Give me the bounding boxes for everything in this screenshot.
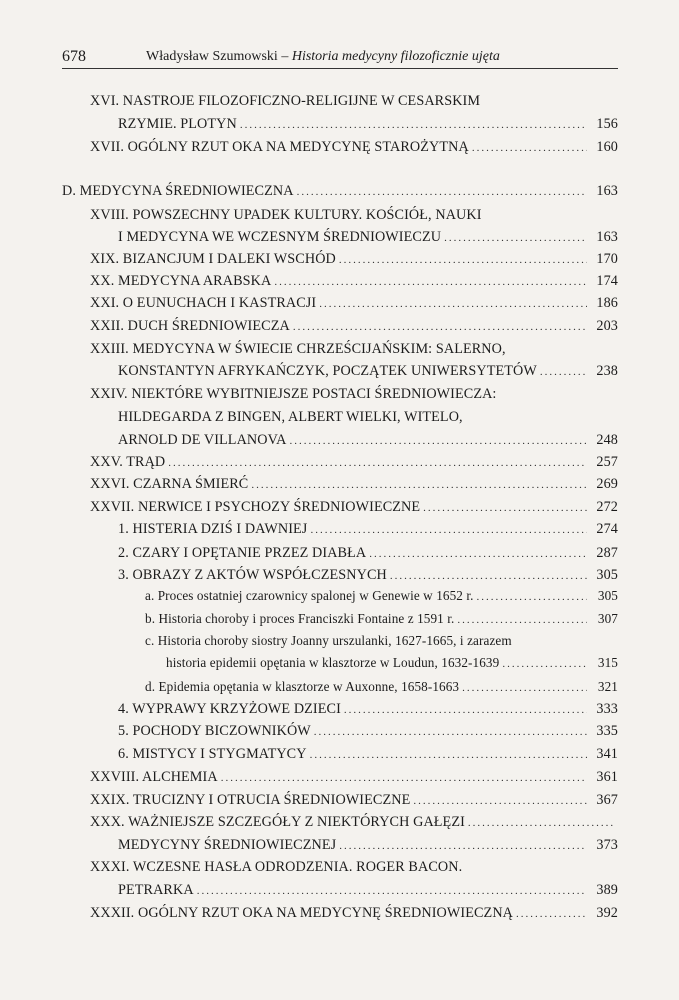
leader-dots xyxy=(502,654,587,674)
toc-entry xyxy=(90,293,618,313)
leader-dots xyxy=(444,228,587,248)
toc-entry-text: XVI. NASTROJE FILOZOFICZNO-RELIGIJNE W CESARSKIM xyxy=(90,93,481,109)
leader-dots xyxy=(168,453,587,473)
author-name: Władysław Szumowski – xyxy=(146,49,292,64)
toc-entry-text: RZYMIE. PLOTYN xyxy=(118,116,237,132)
toc-entry-text: XXV. TRĄD xyxy=(90,454,166,470)
leader-dots xyxy=(472,138,587,158)
leader-dots xyxy=(221,768,587,788)
toc-entry-text: HILDEGARDA Z BINGEN, ALBERT WIELKI, WITELO, xyxy=(118,409,463,425)
toc-entry xyxy=(90,903,618,923)
toc-entry xyxy=(145,609,618,629)
toc-page-number: 315 xyxy=(597,655,618,670)
leader-dots xyxy=(423,498,587,518)
toc-entry xyxy=(145,631,618,651)
leader-dots xyxy=(540,362,587,382)
toc-entry-text: XXXI. WCZESNE HASŁA ODRODZENIA. ROGER BACON. xyxy=(90,859,463,875)
toc-entry-text: XXVII. NERWICE I PSYCHOZY ŚREDNIOWIECZNE xyxy=(90,499,421,515)
leader-dots xyxy=(390,566,587,586)
toc-page-number: 248 xyxy=(596,432,618,448)
toc-entry-text: 4. WYPRAWY KRZYŻOWE DZIECI xyxy=(118,701,341,717)
leader-dots xyxy=(240,115,587,135)
toc-entry-text: PETRARKA xyxy=(118,882,194,898)
toc-page-number: 392 xyxy=(596,905,618,921)
leader-dots xyxy=(516,904,587,924)
toc-entry xyxy=(90,339,618,359)
leader-dots xyxy=(197,881,587,901)
leader-dots xyxy=(457,610,587,630)
leader-dots xyxy=(274,272,587,292)
toc-entry xyxy=(145,586,618,606)
toc-entry-text: XVII. OGÓLNY RZUT OKA NA MEDYCYNĘ STAROŻYTNĄ xyxy=(90,139,469,155)
leader-dots xyxy=(413,791,587,811)
toc-page-number: 305 xyxy=(596,567,618,583)
leader-dots xyxy=(310,520,587,540)
toc-page-number: 170 xyxy=(596,251,618,267)
toc-page-number: 203 xyxy=(596,318,618,334)
book-title: Historia medycyny filozoficznie ujęta xyxy=(291,49,500,64)
toc-entry-text: historia epidemii opętania w klasztorze w Loudun, 1632-1639 xyxy=(166,655,500,670)
toc-entry-text: c. Historia choroby siostry Joanny urszulanki, 1627-1665, i zarazem xyxy=(145,633,512,648)
toc-entry xyxy=(90,857,618,877)
toc-entry-text: XX. MEDYCYNA ARABSKA xyxy=(90,273,272,289)
toc-entry xyxy=(90,137,618,157)
leader-dots xyxy=(339,836,587,856)
leader-dots xyxy=(297,182,587,202)
toc-entry-text: XXIII. MEDYCYNA W ŚWIECIE CHRZEŚCIJAŃSKIM: SALERNO, xyxy=(90,341,506,357)
toc-entry-text: 5. POCHODY BICZOWNIKÓW xyxy=(118,723,311,739)
leader-dots xyxy=(462,678,587,698)
toc-page-number: 257 xyxy=(596,454,618,470)
toc-entry xyxy=(118,835,618,855)
toc-page-number: 333 xyxy=(596,701,618,717)
toc-entry xyxy=(90,767,618,787)
toc-entry-text: ARNOLD DE VILLANOVA xyxy=(118,432,287,448)
leader-dots xyxy=(339,250,587,270)
leader-dots xyxy=(369,544,587,564)
toc-entry-text: b. Historia choroby i proces Franciszki Fontaine z 1591 r. xyxy=(145,611,455,626)
toc-entry xyxy=(90,316,618,336)
toc-entry-text: KONSTANTYN AFRYKAŃCZYK, POCZĄTEK UNIWERSYTETÓW xyxy=(118,363,537,379)
toc-page-number: 307 xyxy=(597,611,618,626)
toc-page-number: 373 xyxy=(596,837,618,853)
toc-page-number: 163 xyxy=(596,183,618,199)
leader-dots xyxy=(289,431,587,451)
toc-entry-text: XXX. WAŻNIEJSZE SZCZEGÓŁY Z NIEKTÓRYCH GAŁĘZI xyxy=(90,814,465,830)
toc-page-number: 186 xyxy=(596,295,618,311)
toc-entry-text: XIX. BIZANCJUM I DALEKI WSCHÓD xyxy=(90,251,336,267)
toc-page-number: 321 xyxy=(597,679,618,694)
toc-entry xyxy=(90,474,618,494)
toc-entry xyxy=(118,361,618,381)
leader-dots xyxy=(319,294,587,314)
toc-page-number: 269 xyxy=(596,476,618,492)
toc-entry-text: 3. OBRAZY Z AKTÓW WSPÓŁCZESNYCH xyxy=(118,567,387,583)
toc-page-number: 341 xyxy=(596,746,618,762)
leader-dots xyxy=(468,813,615,833)
leader-dots xyxy=(314,722,587,742)
toc-entry xyxy=(90,384,618,404)
leader-dots xyxy=(310,745,587,765)
toc-page-number: 361 xyxy=(596,769,618,785)
toc-entry xyxy=(90,249,618,269)
toc-entry-text: 6. MISTYCY I STYGMATYCY xyxy=(118,746,307,762)
toc-entry-text: XXIV. NIEKTÓRE WYBITNIEJSZE POSTACI ŚREDNIOWIECZA: xyxy=(90,386,497,402)
toc-entry xyxy=(118,565,618,585)
toc-entry xyxy=(90,812,618,832)
toc-entry xyxy=(118,543,618,563)
toc-entry-text: d. Epidemia opętania w klasztorze w Auxonne, 1658-1663 xyxy=(145,679,460,694)
toc-entry xyxy=(118,227,618,247)
toc-page-number: 160 xyxy=(596,139,618,155)
toc-entry-text: I MEDYCYNA WE WCZESNYM ŚREDNIOWIECZU xyxy=(118,229,442,245)
toc-entry-text: D. MEDYCYNA ŚREDNIOWIECZNA xyxy=(62,183,294,199)
toc-page-number: 305 xyxy=(597,588,618,603)
toc-entry xyxy=(118,880,618,900)
leader-dots xyxy=(344,700,587,720)
toc-page-number: 156 xyxy=(596,116,618,132)
toc-entry xyxy=(118,407,618,427)
toc-entry xyxy=(90,271,618,291)
toc-page-number: 174 xyxy=(596,273,618,289)
toc-page-number: 335 xyxy=(596,723,618,739)
toc-entry xyxy=(62,181,618,201)
toc-entry xyxy=(90,452,618,472)
toc-entry xyxy=(90,790,618,810)
toc-page-number: 287 xyxy=(596,545,618,561)
toc-page-number: 367 xyxy=(596,792,618,808)
toc-entry xyxy=(118,721,618,741)
toc-entry xyxy=(166,653,618,673)
leader-dots xyxy=(477,587,587,607)
toc-page-number: 238 xyxy=(596,363,618,379)
toc-entry-text: XXI. O EUNUCHACH I KASTRACJI xyxy=(90,295,317,311)
toc-entry xyxy=(118,744,618,764)
toc-page-number: 272 xyxy=(596,499,618,515)
toc-entry-text: XXXII. OGÓLNY RZUT OKA NA MEDYCYNĘ ŚREDNIOWIECZNĄ xyxy=(90,905,514,921)
toc-page-number: 274 xyxy=(596,521,618,537)
toc-entry xyxy=(90,205,618,225)
toc-entry xyxy=(90,497,618,517)
toc-entry-text: XXVI. CZARNA ŚMIERĆ xyxy=(90,476,249,492)
toc-entry xyxy=(118,430,618,450)
toc-entry-text: 1. HISTERIA DZIŚ I DAWNIEJ xyxy=(118,521,308,537)
toc-entry-text: XXVIII. ALCHEMIA xyxy=(90,769,218,785)
toc-page-number: 389 xyxy=(596,882,618,898)
page-number: 678 xyxy=(62,48,86,65)
toc-entry-text: XVIII. POWSZECHNY UPADEK KULTURY. KOŚCIÓŁ, NAUKI xyxy=(90,207,482,223)
leader-dots xyxy=(251,475,587,495)
toc-page-number: 163 xyxy=(596,229,618,245)
toc-entry xyxy=(118,699,618,719)
leader-dots xyxy=(293,317,587,337)
toc-entry xyxy=(118,519,618,539)
toc-entry-text: XXIX. TRUCIZNY I OTRUCIA ŚREDNIOWIECZNE xyxy=(90,792,411,808)
toc-entry-text: 2. CZARY I OPĘTANIE PRZEZ DIABŁA xyxy=(118,545,367,561)
toc-entry-text: a. Proces ostatniej czarownicy spalonej w Genewie w 1652 r. xyxy=(145,588,474,603)
toc-entry xyxy=(118,114,618,134)
toc-entry xyxy=(145,677,618,697)
toc-entry xyxy=(90,91,618,111)
toc-entry-text: MEDYCYNY ŚREDNIOWIECZNEJ xyxy=(118,837,337,853)
toc-entry-text: XXII. DUCH ŚREDNIOWIECZA xyxy=(90,318,290,334)
